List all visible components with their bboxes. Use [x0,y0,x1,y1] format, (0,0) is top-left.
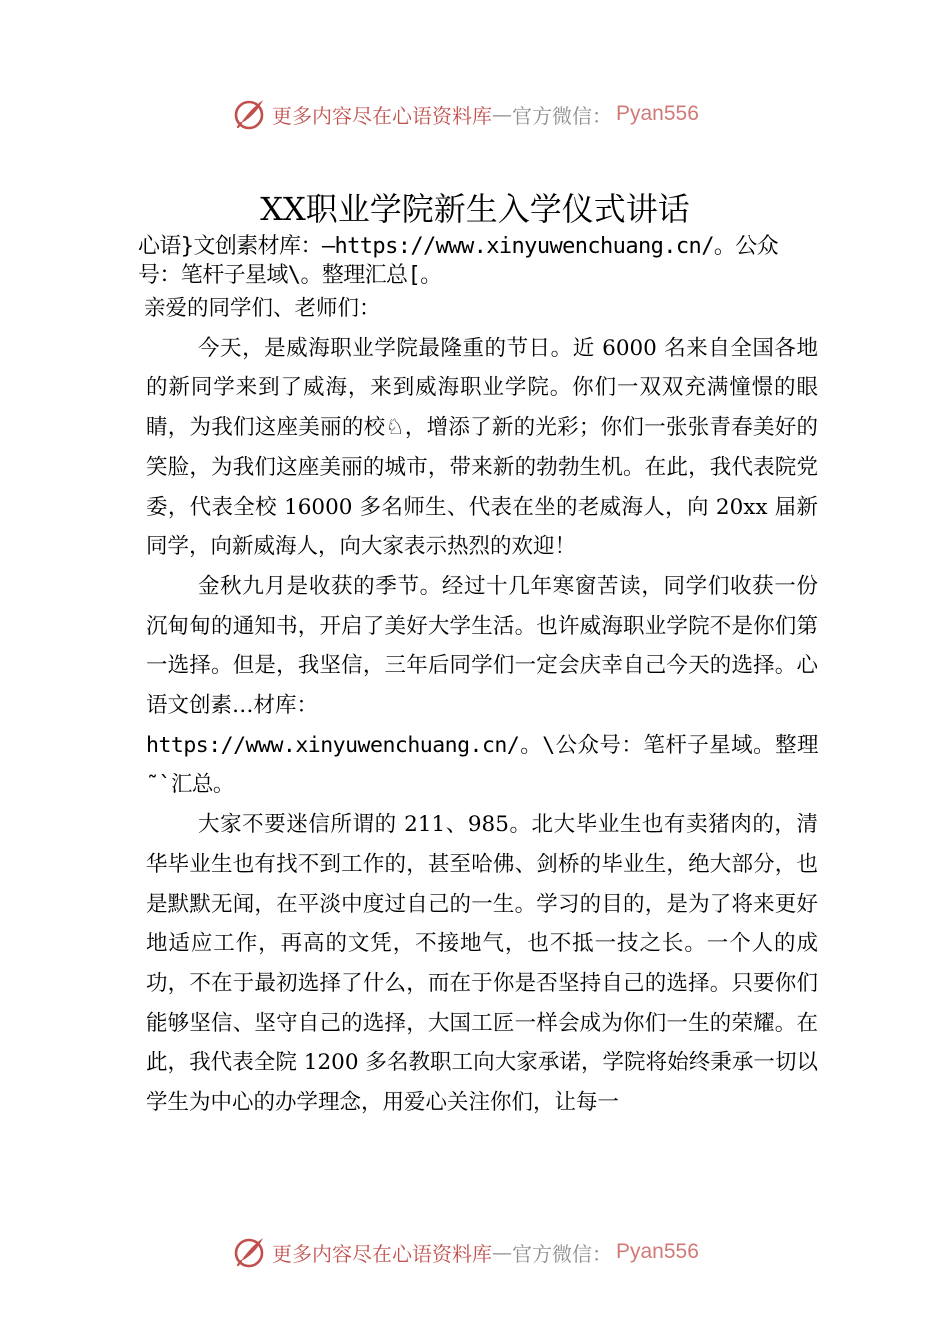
header-banner-text: 更多内容尽在心语资料库 [272,103,492,128]
header-banner-content [232,92,699,136]
paragraph-2-url: https://www.xinyuwenchuang.cn/。\公众号：笔杆子星域。整理˜`汇总。 [146,732,818,798]
footer-banner-label: 官方微信： [512,1241,612,1266]
footer-banner-text: 更多内容尽在心语资料库 [272,1241,492,1266]
greeting: 亲爱的同学们、老师们： [144,296,381,321]
quill-logo-icon [232,1234,268,1270]
footer-banner [0,1230,950,1274]
quill-logo-icon [232,96,268,132]
header-wechat-id: Pyan556 [616,102,699,125]
header-banner-label: 官方微信： [512,103,612,128]
footer-wechat-id: Pyan556 [616,1240,699,1263]
header-banner-dash: — [492,102,512,126]
footer-banner-content [232,1230,699,1274]
paragraph-3: 大家不要迷信所谓的 211、985。北大毕业生也有卖猪肉的，清华毕业生也有找不到工作的，甚至哈佛、剑桥的毕业生，绝大部分，也是默默无闻，在平淡中度过自己的一生。学习的目的，是为了将来更好地适应工作，再高的文凭，不接地气，也不抵一技之长。一个人的成功，不在于最初选择了什么，而在于你是否坚持自己的选择。只要你们能够坚信、坚守自己的选择，大国工匠一样会成为你们一生的荣耀。在此，我代表全院 1200 多名教职工向大家承诺，学院将始终秉承一切以学生为中心的办学理念，用爱心关注你们，让每一 [146,812,818,1116]
document-body [146,289,818,1123]
header-banner [0,92,950,136]
paragraph-1: 今天，是威海职业学院最隆重的节日。近 6000 名来自全国各地的新同学来到了威海，来到威海职业学院。你们一双双充满憧憬的眼睛，为我们这座美丽的校♘，增添了新的光彩；你们一张张青春美好的笑脸，为我们这座美丽的城市，带来新的勃勃生机。在此，我代表院党委，代表全校 16000 多名师生、代表在坐的老威海人，向 20xx 届新同学，向新威海人，向大家表示热烈的欢迎！ [146,335,818,560]
source-note: 心语}文创素材库：—https://www.xinyuwenchuang.cn/。公众号：笔杆子星域\。整理汇总[。 [138,234,779,288]
paragraph-2: 金秋九月是收获的季节。经过十几年寒窗苦读，同学们收获一份沉甸甸的通知书，开启了美好大学生活。也许威海职业学院不是你们第一选择。但是，我坚信，三年后同学们一定会庆幸自己今天的选择。心语文创素…材库： [146,573,818,719]
document-title: XX职业学院新生入学仪式讲话 [260,190,690,228]
footer-banner-dash: — [492,1240,512,1264]
